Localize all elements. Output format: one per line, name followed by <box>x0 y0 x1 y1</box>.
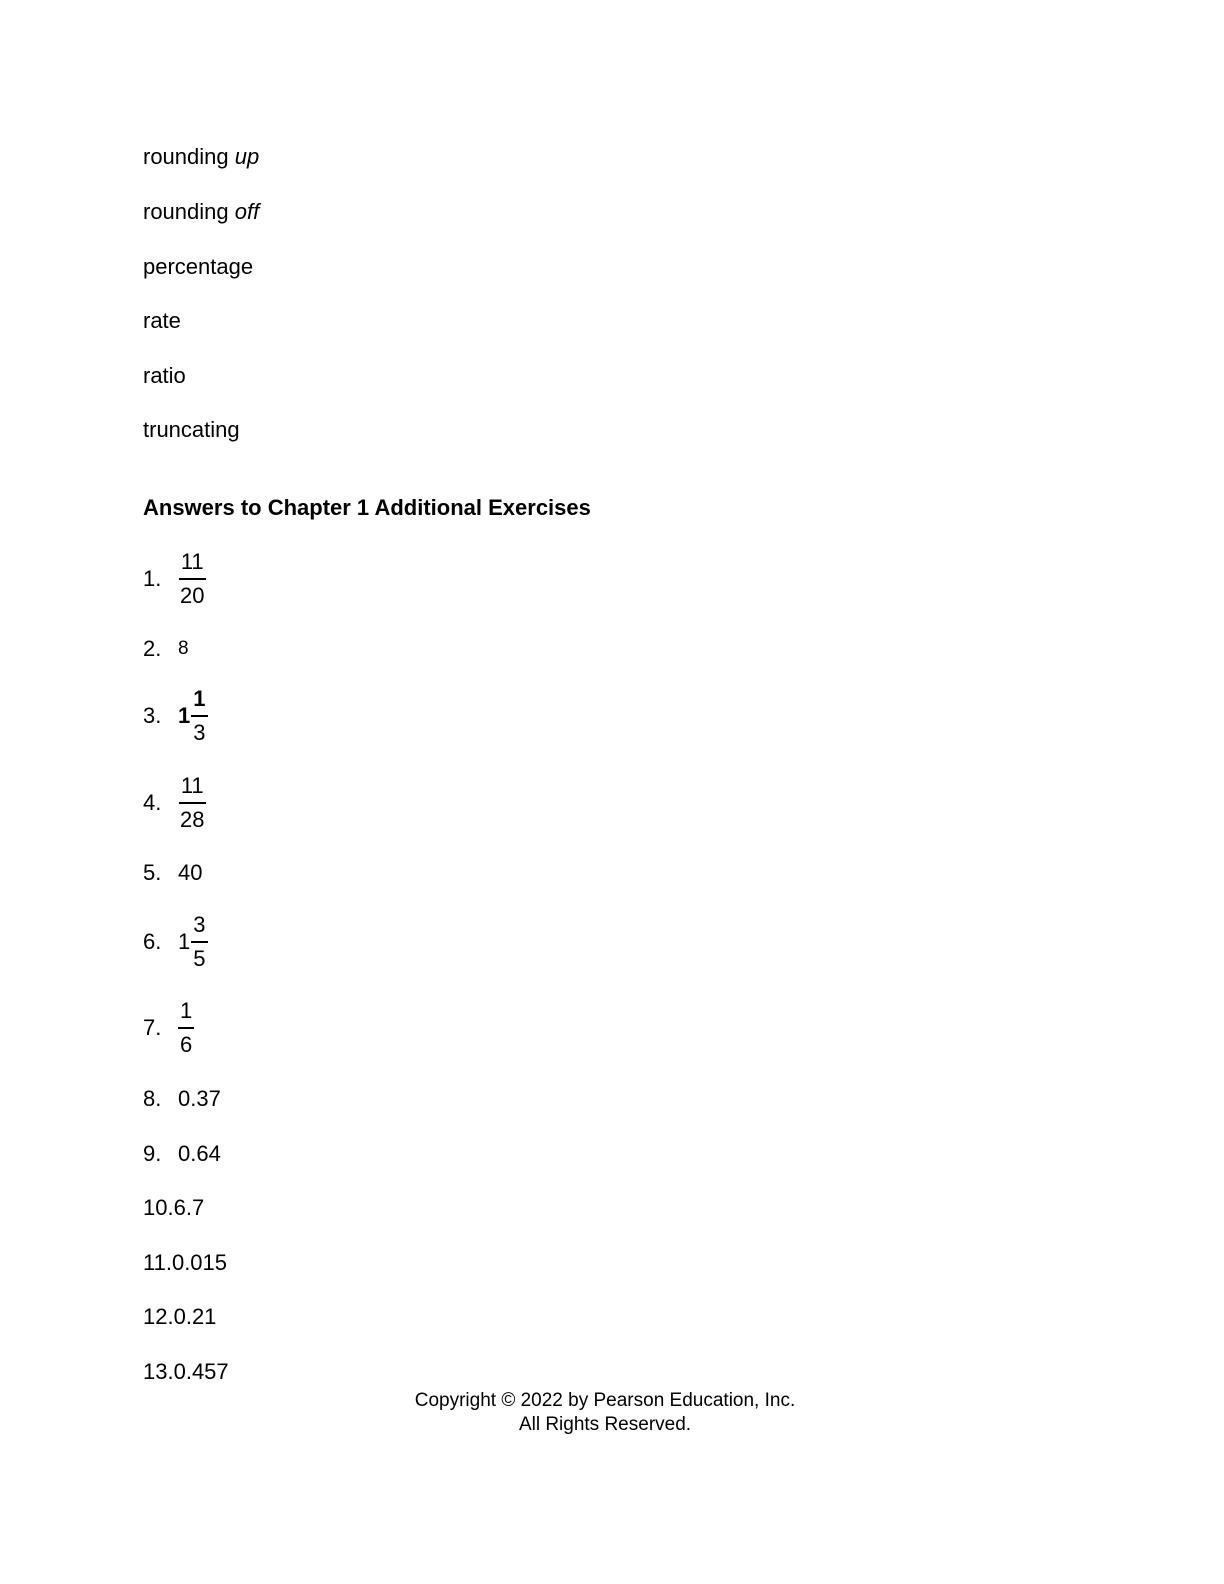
answer-value: 0.21 <box>173 1304 217 1329</box>
fraction-denominator: 20 <box>180 583 205 608</box>
term-emphasis: up <box>234 144 260 169</box>
answer-item-10 <box>143 1178 204 1238</box>
fraction-denominator: 5 <box>193 946 206 971</box>
section-heading: Answers to Chapter 1 Additional Exercises <box>143 495 591 520</box>
fraction <box>178 773 206 833</box>
answer-value: 8 <box>178 638 189 659</box>
term-ratio: ratio <box>143 363 186 388</box>
term-truncating: truncating <box>143 417 240 442</box>
answer-number: 11. <box>143 1250 172 1275</box>
fraction-numerator: 3 <box>191 912 207 943</box>
term-rounding-up <box>143 144 259 170</box>
answer-item-8 <box>143 1069 221 1129</box>
fraction-denominator: 6 <box>180 1032 193 1057</box>
answer-number: 12. <box>143 1304 174 1329</box>
fraction-numerator: 11 <box>179 549 206 580</box>
answer-number: 3. <box>143 703 162 728</box>
answer-value: 6.7 <box>173 1195 205 1220</box>
term-percentage: percentage <box>143 254 254 279</box>
fraction-denominator: 3 <box>193 720 206 745</box>
fraction-numerator: 1 <box>191 686 207 717</box>
answer-number: 8. <box>143 1086 162 1111</box>
answer-value: 0.015 <box>171 1250 228 1275</box>
answer-item-3 <box>143 686 208 746</box>
fraction-numerator: 11 <box>179 773 206 804</box>
fraction <box>178 998 194 1058</box>
answer-item-6 <box>143 912 208 972</box>
answer-item-1 <box>143 549 206 609</box>
answer-item-12 <box>143 1287 216 1347</box>
answer-number: 5. <box>143 860 162 885</box>
fraction <box>191 912 207 972</box>
answer-item-11 <box>143 1233 227 1293</box>
answer-number: 10. <box>143 1195 174 1220</box>
answer-item-2 <box>143 619 189 679</box>
mixed-whole: 1 <box>178 703 191 728</box>
mixed-number <box>178 912 208 972</box>
answer-number: 2. <box>143 636 162 661</box>
fraction-denominator: 28 <box>180 807 205 832</box>
answer-number: 13. <box>143 1359 174 1384</box>
copyright-line: Copyright © 2022 by Pearson Education, Inc. <box>414 1390 796 1411</box>
answer-number: 4. <box>143 790 162 815</box>
answer-number: 1. <box>143 566 162 591</box>
answer-item-4 <box>143 773 206 833</box>
answer-value: 0.37 <box>178 1086 221 1111</box>
mixed-number <box>178 686 208 746</box>
answer-number: 9. <box>143 1141 162 1166</box>
fraction-numerator: 1 <box>178 998 194 1029</box>
term-text: rounding <box>143 199 235 224</box>
answer-value: 40 <box>178 860 203 885</box>
term-rate: rate <box>143 308 181 333</box>
answer-item-5 <box>143 843 202 903</box>
term-text: rounding <box>143 144 235 169</box>
answer-item-7 <box>143 998 194 1058</box>
answer-item-9 <box>143 1124 221 1184</box>
term-emphasis: off <box>234 199 260 224</box>
answer-value: 0.457 <box>173 1359 229 1384</box>
fraction <box>191 686 207 746</box>
mixed-whole: 1 <box>178 929 191 954</box>
fraction <box>178 549 206 609</box>
answer-value: 0.64 <box>178 1141 221 1166</box>
rights-line: All Rights Reserved. <box>518 1414 692 1435</box>
term-rounding-off <box>143 199 259 225</box>
copyright-footer <box>0 1389 1210 1437</box>
answer-number: 7. <box>143 1015 162 1040</box>
answer-number: 6. <box>143 929 162 954</box>
